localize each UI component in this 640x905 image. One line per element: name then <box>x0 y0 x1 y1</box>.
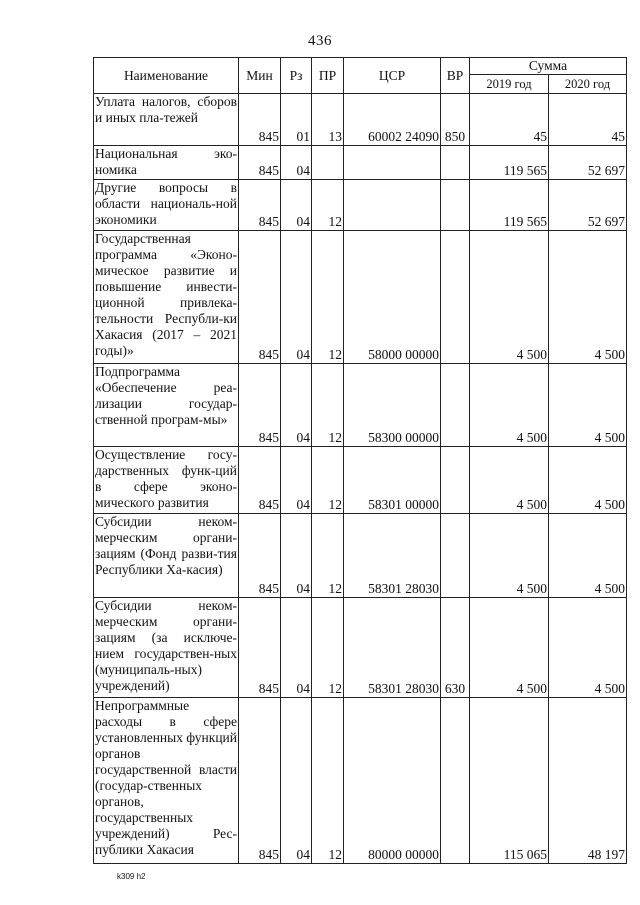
header-name: Наименование <box>94 58 239 94</box>
table-row <box>94 698 627 864</box>
row-pr: 12 <box>312 231 344 364</box>
header-csr: ЦСР <box>344 58 441 94</box>
row-name: Подпрограмма «Обеспечение реа-лизации государ-ственной програм-мы» <box>94 364 239 447</box>
table-row <box>94 94 627 146</box>
header-year-2020: 2020 год <box>549 75 627 94</box>
row-name: Уплата налогов, сборов и иных пла-тежей <box>94 94 239 146</box>
row-name: Другие вопросы в области националь-ной экономики <box>94 180 239 231</box>
table-row <box>94 514 627 598</box>
row-vr <box>441 698 470 864</box>
row-csr: 58301 28030 <box>344 598 441 698</box>
header-sum: Сумма <box>470 58 627 75</box>
row-sum-2019: 4 500 <box>470 447 549 514</box>
table-row <box>94 180 627 231</box>
row-vr <box>441 146 470 180</box>
page-number: 436 <box>308 33 332 49</box>
header-pr: ПР <box>312 58 344 94</box>
row-vr: 850 <box>441 94 470 146</box>
row-csr: 58301 00000 <box>344 447 441 514</box>
row-sum-2020: 4 500 <box>549 598 627 698</box>
row-rz: 04 <box>281 514 312 598</box>
row-min: 845 <box>239 231 281 364</box>
row-sum-2019: 4 500 <box>470 598 549 698</box>
row-pr: 12 <box>312 364 344 447</box>
row-sum-2019: 4 500 <box>470 231 549 364</box>
header-rz: Рз <box>281 58 312 94</box>
row-sum-2019: 119 565 <box>470 146 549 180</box>
row-vr <box>441 447 470 514</box>
row-rz: 01 <box>281 94 312 146</box>
row-min: 845 <box>239 94 281 146</box>
row-sum-2019: 45 <box>470 94 549 146</box>
table-row <box>94 364 627 447</box>
row-sum-2019: 4 500 <box>470 514 549 598</box>
row-pr: 12 <box>312 598 344 698</box>
row-rz: 04 <box>281 598 312 698</box>
row-name: Субсидии неком-мерческим органи-зациям (за исключе-нием государствен-ных (муниципаль-ных) учреждений) <box>94 598 239 698</box>
row-min: 845 <box>239 364 281 447</box>
row-csr: 58300 00000 <box>344 364 441 447</box>
row-rz: 04 <box>281 146 312 180</box>
row-pr: 12 <box>312 698 344 864</box>
row-vr: 630 <box>441 598 470 698</box>
header-vr: ВР <box>441 58 470 94</box>
row-name: Субсидии неком-мерческим органи-зациям (Фонд разви-тия Республики Ха-касия) <box>94 514 239 598</box>
row-rz: 04 <box>281 447 312 514</box>
header-year-2019: 2019 год <box>470 75 549 94</box>
row-rz: 04 <box>281 231 312 364</box>
row-pr: 12 <box>312 180 344 231</box>
row-csr <box>344 146 441 180</box>
row-sum-2020: 4 500 <box>549 364 627 447</box>
row-csr: 60002 24090 <box>344 94 441 146</box>
row-pr: 12 <box>312 514 344 598</box>
row-vr <box>441 364 470 447</box>
row-sum-2020: 4 500 <box>549 514 627 598</box>
row-csr: 58000 00000 <box>344 231 441 364</box>
header-min: Мин <box>239 58 281 94</box>
row-min: 845 <box>239 146 281 180</box>
row-sum-2020: 45 <box>549 94 627 146</box>
row-rz: 04 <box>281 698 312 864</box>
row-min: 845 <box>239 180 281 231</box>
row-sum-2020: 52 697 <box>549 146 627 180</box>
row-min: 845 <box>239 514 281 598</box>
row-rz: 04 <box>281 364 312 447</box>
row-pr: 12 <box>312 447 344 514</box>
row-rz: 04 <box>281 180 312 231</box>
row-name: Государственная программа «Эконо-мическое развитие и повышение инвести-ционной привлека-тельности Республи-ки Хакасия (2017 – 2021 годы)» <box>94 231 239 364</box>
row-csr <box>344 180 441 231</box>
row-sum-2020: 4 500 <box>549 447 627 514</box>
row-min: 845 <box>239 598 281 698</box>
row-sum-2019: 115 065 <box>470 698 549 864</box>
row-name: Непрограммные расходы в сфере установленных функций органов государственной власти (государ-ственных органов, государственных учреждений) Рес-публики Хакасия <box>94 698 239 864</box>
table-row <box>94 146 627 180</box>
row-pr: 13 <box>312 94 344 146</box>
row-name: Осуществление госу-дарственных функ-ций в сфере эконо-мического развития <box>94 447 239 514</box>
row-vr <box>441 231 470 364</box>
row-sum-2020: 52 697 <box>549 180 627 231</box>
row-sum-2020: 48 197 <box>549 698 627 864</box>
row-min: 845 <box>239 447 281 514</box>
table-row <box>94 598 627 698</box>
row-vr <box>441 180 470 231</box>
row-name: Национальная эко-номика <box>94 146 239 180</box>
document-code: k309 h2 <box>117 872 146 881</box>
row-vr <box>441 514 470 598</box>
row-pr <box>312 146 344 180</box>
row-sum-2019: 4 500 <box>470 364 549 447</box>
row-min: 845 <box>239 698 281 864</box>
row-csr: 80000 00000 <box>344 698 441 864</box>
row-sum-2020: 4 500 <box>549 231 627 364</box>
budget-table <box>93 57 627 864</box>
table-row <box>94 231 627 364</box>
table-row <box>94 447 627 514</box>
row-csr: 58301 28030 <box>344 514 441 598</box>
row-sum-2019: 119 565 <box>470 180 549 231</box>
